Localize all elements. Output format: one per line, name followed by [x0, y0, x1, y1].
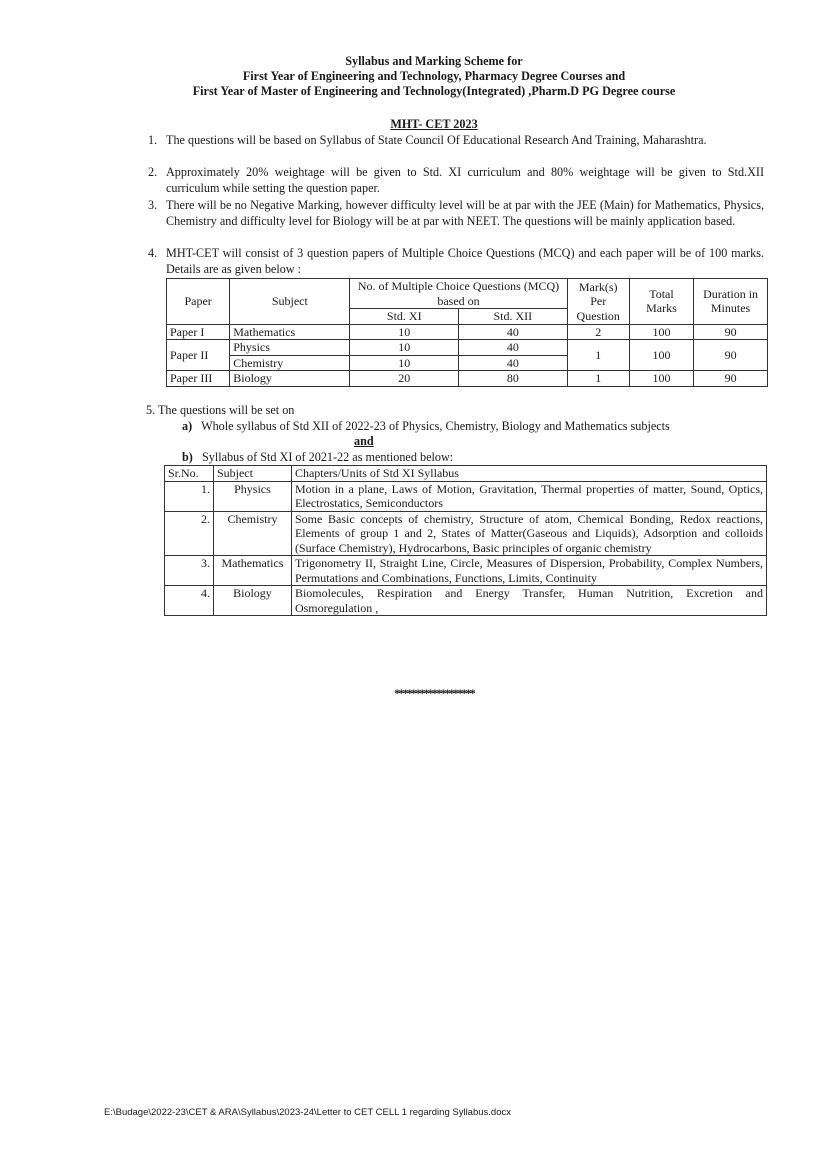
paper-table	[166, 278, 768, 387]
and-connector: and	[354, 434, 374, 448]
header-line-1: Syllabus and Marking Scheme for	[345, 54, 523, 68]
point-5a	[182, 419, 670, 434]
cell-xii: 40	[459, 324, 568, 340]
point-1	[148, 133, 764, 149]
table-row	[165, 556, 767, 586]
point-text: MHT-CET will consist of 3 question papers of Multiple Choice Questions (MCQ) and each paper will be of 100 marks. Details are as given below :	[166, 246, 764, 276]
cell-duration: 90	[694, 324, 768, 340]
point-4	[148, 246, 764, 277]
document-header	[0, 54, 827, 99]
table-header-row	[167, 279, 768, 309]
table-row	[165, 481, 767, 511]
point-text: Approximately 20% weightage will be given to Std. XI curriculum and 80% weightage will be given to Std.XII curriculum while setting the question paper.	[166, 165, 764, 195]
sub-label: a)	[182, 419, 193, 433]
cell-xi: 10	[350, 324, 459, 340]
cell-srno: 3.	[165, 556, 214, 586]
table-row	[165, 586, 767, 616]
header-marks-per-question: Mark(s) Per Question	[567, 279, 629, 325]
header-total-marks: Total Marks	[629, 279, 693, 325]
point-2	[148, 165, 764, 196]
cell-chapters: Some Basic concepts of chemistry, Structure of atom, Chemical Bonding, Redox reactions, Elements of group 1 and 2, States of Matter(Gaseous and Liquids), Adsorption and colloids (Surface Chemistry), Hydrocarbons, Basic principles of organic chemistry	[291, 511, 766, 556]
cell-subject: Physics	[213, 481, 291, 511]
cell-subject: Biology	[230, 371, 350, 387]
cell-mark: 2	[567, 324, 629, 340]
header-line-2: First Year of Engineering and Technology, Pharmacy Degree Courses and	[242, 69, 626, 83]
cell-paper: Paper I	[167, 324, 230, 340]
point-number: 1.	[148, 133, 158, 147]
point-number: 3.	[148, 198, 158, 212]
cell-total: 100	[629, 324, 693, 340]
point-number: 4.	[148, 246, 158, 260]
header-std-xi: Std. XI	[350, 309, 459, 325]
table-header-row	[165, 466, 767, 482]
header-mcq: No. of Multiple Choice Questions (MCQ) based on	[350, 279, 567, 309]
cell-xi: 20	[350, 371, 459, 387]
header-subject: Subject	[213, 466, 291, 482]
cell-paper: Paper II	[167, 340, 230, 371]
header-chapters: Chapters/Units of Std XI Syllabus	[291, 466, 766, 482]
cell-subject: Chemistry	[230, 355, 350, 371]
cell-mark: 1	[567, 371, 629, 387]
cell-subject: Mathematics	[230, 324, 350, 340]
header-paper: Paper	[167, 279, 230, 325]
point-text: There will be no Negative Marking, however difficulty level will be at par with the JEE (Main) for Mathematics, Physics, Chemistry and difficulty level for Biology will be at par with NEET. The questions will be mainly application based.	[166, 198, 764, 228]
cell-srno: 1.	[165, 481, 214, 511]
header-line-3: First Year of Master of Engineering and Technology(Integrated) ,Pharm.D PG Degree course	[192, 84, 676, 98]
cell-xii: 40	[459, 355, 568, 371]
point-5b	[182, 450, 453, 465]
cell-subject: Biology	[213, 586, 291, 616]
cell-duration: 90	[694, 340, 768, 371]
header-srno: Sr.No.	[165, 466, 214, 482]
point-3	[148, 198, 764, 229]
table-row	[165, 511, 767, 556]
end-of-section-stars: *******************	[394, 686, 474, 700]
cell-subject: Chemistry	[213, 511, 291, 556]
header-std-xii: Std. XII	[459, 309, 568, 325]
cell-srno: 2.	[165, 511, 214, 556]
point-5	[146, 403, 294, 418]
cell-xii: 40	[459, 340, 568, 356]
table-row	[167, 340, 768, 356]
exam-title: MHT- CET 2023	[390, 117, 478, 131]
cell-chapters: Biomolecules, Respiration and Energy Transfer, Human Nutrition, Excretion and Osmoregulation ,	[291, 586, 766, 616]
header-duration: Duration in Minutes	[694, 279, 768, 325]
cell-paper: Paper III	[167, 371, 230, 387]
sub-text: Syllabus of Std XI of 2021-22 as mentioned below:	[201, 450, 454, 464]
cell-xi: 10	[350, 340, 459, 356]
header-subject: Subject	[230, 279, 350, 325]
cell-chapters: Trigonometry II, Straight Line, Circle, Measures of Dispersion, Probability, Complex Numbers, Permutations and Combinations, Functions, Limits, Continuity	[291, 556, 766, 586]
cell-total: 100	[629, 371, 693, 387]
table-row	[167, 324, 768, 340]
cell-srno: 4.	[165, 586, 214, 616]
point-text: The questions will be set on	[157, 403, 295, 417]
cell-chapters: Motion in a plane, Laws of Motion, Gravitation, Thermal properties of matter, Sound, Optics, Electrostatics, Semiconductors	[291, 481, 766, 511]
cell-mark: 1	[567, 340, 629, 371]
point-number: 5.	[146, 403, 156, 417]
table-row	[167, 371, 768, 387]
cell-xi: 10	[350, 355, 459, 371]
syllabus-table	[164, 465, 767, 616]
cell-xii: 80	[459, 371, 568, 387]
point-text: The questions will be based on Syllabus of State Council Of Educational Research And Training, Maharashtra.	[166, 133, 707, 147]
footer-file-path: E:\Budage\2022-23\CET & ARA\Syllabus\2023-24\Letter to CET CELL 1 regarding Syllabus.docx	[104, 1107, 511, 1118]
sub-text: Whole syllabus of Std XII of 2022-23 of Physics, Chemistry, Biology and Mathematics subjects	[201, 419, 670, 433]
sub-label: b)	[182, 450, 193, 464]
cell-total: 100	[629, 340, 693, 371]
cell-subject: Mathematics	[213, 556, 291, 586]
cell-duration: 90	[694, 371, 768, 387]
point-number: 2.	[148, 165, 158, 179]
cell-subject: Physics	[230, 340, 350, 356]
